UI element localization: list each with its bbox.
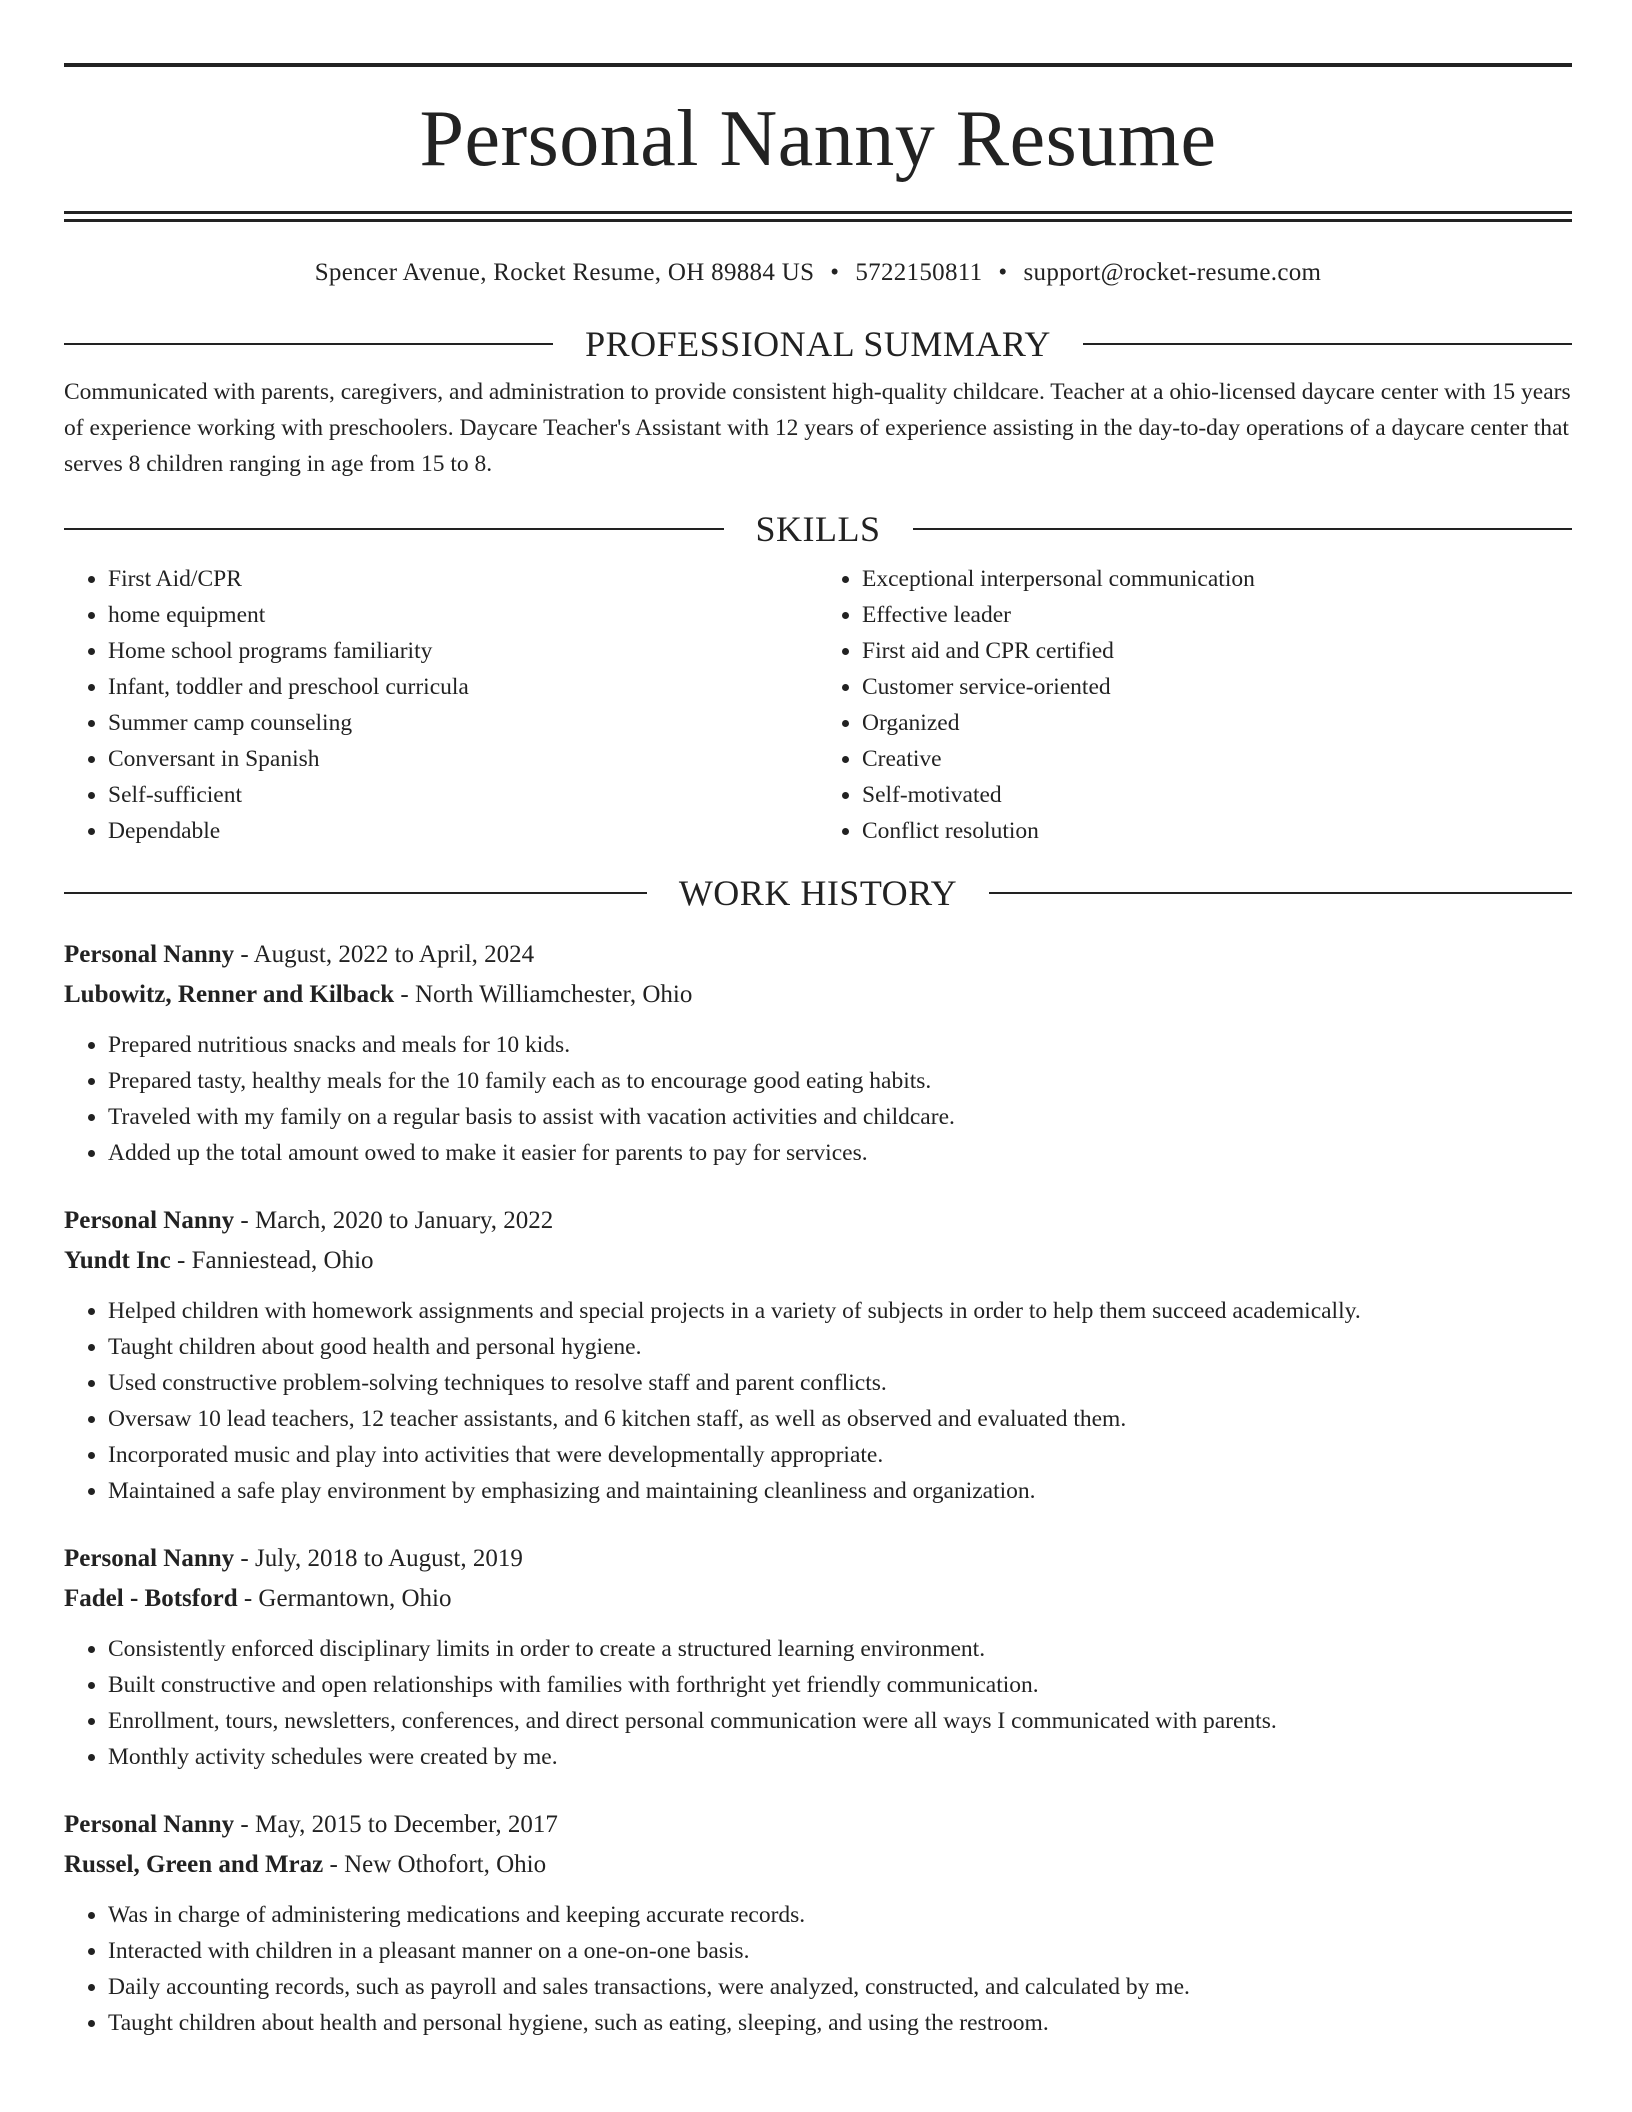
skill-item: • Conflict resolution [862, 813, 1572, 849]
job-company-line [64, 1579, 1572, 1619]
skills-column-left [64, 561, 818, 849]
heading-rule [913, 528, 1573, 530]
skill-item: • Dependable [108, 813, 818, 849]
skill-item: • Creative [862, 741, 1572, 777]
job-bullet: • Daily accounting records, such as payroll and sales transactions, were analyzed, constructed, and calculated by me. [108, 1969, 1572, 2005]
job-bullet: • Built constructive and open relationships with families with forthright yet friendly communication. [108, 1667, 1572, 1703]
job-bullet: • Enrollment, tours, newsletters, conferences, and direct personal communication were all ways I communicated with parents. [108, 1703, 1572, 1739]
summary-heading [64, 324, 1572, 364]
job-title-line [64, 935, 1572, 975]
job-company-line [64, 975, 1572, 1015]
skill-item: • Customer service-oriented [862, 669, 1572, 705]
heading-rule [64, 892, 647, 894]
skill-item: • Self-sufficient [108, 777, 818, 813]
resume-title: Personal Nanny Resume [419, 95, 1217, 183]
job-title-line [64, 1539, 1572, 1579]
job-bullet: • Helped children with homework assignments and special projects in a variety of subjects in order to help them succeed academically. [108, 1293, 1572, 1329]
job-entry [64, 935, 1572, 1171]
job-bullet: • Was in charge of administering medications and keeping accurate records. [108, 1897, 1572, 1933]
skills-list [64, 561, 1572, 849]
job-title-line [64, 1805, 1572, 1845]
skill-item: • First aid and CPR certified [862, 633, 1572, 669]
contact-email: support@rocket-resume.com [1023, 259, 1322, 286]
job-bullet: • Added up the total amount owed to make it easier for parents to pay for services. [108, 1135, 1572, 1171]
heading-rule [989, 892, 1572, 894]
skill-item: • Organized [862, 705, 1572, 741]
job-title: Personal Nanny [64, 1545, 235, 1572]
contact-phone: 5722150811 [855, 259, 983, 286]
work-history-heading-label: WORK HISTORY [678, 873, 958, 913]
skill-item: • Exceptional interpersonal communication [862, 561, 1572, 597]
job-location: - Germantown, Ohio [237, 1585, 452, 1612]
contact-separator: • [998, 259, 1008, 286]
skill-item: • First Aid/CPR [108, 561, 818, 597]
contact-separator: • [830, 259, 840, 286]
job-dates: - May, 2015 to December, 2017 [234, 1811, 558, 1838]
job-company: Lubowitz, Renner and Kilback [64, 981, 395, 1008]
job-company-line [64, 1845, 1572, 1885]
job-company: Yundt Inc [64, 1247, 171, 1274]
double-rule [64, 211, 1572, 222]
job-location: - New Othofort, Ohio [323, 1851, 547, 1878]
skill-item: • Home school programs familiarity [108, 633, 818, 669]
heading-rule [64, 343, 553, 345]
skill-item: • Infant, toddler and preschool curricula [108, 669, 818, 705]
heading-rule [64, 528, 724, 530]
job-title: Personal Nanny [64, 1207, 235, 1234]
skills-heading-label: SKILLS [755, 509, 881, 549]
job-title: Personal Nanny [64, 1811, 235, 1838]
skill-item: • Conversant in Spanish [108, 741, 818, 777]
work-history-heading [64, 873, 1572, 913]
job-company-line [64, 1241, 1572, 1281]
job-bullet: • Taught children about good health and personal hygiene. [108, 1329, 1572, 1365]
top-rule [64, 63, 1572, 67]
skills-column-right [818, 561, 1572, 849]
skill-item: • Self-motivated [862, 777, 1572, 813]
heading-rule [1083, 343, 1572, 345]
skill-item: • Effective leader [862, 597, 1572, 633]
job-bullet: • Interacted with children in a pleasant manner on a one-on-one basis. [108, 1933, 1572, 1969]
job-bullet: • Maintained a safe play environment by emphasizing and maintaining cleanliness and organization. [108, 1473, 1572, 1509]
job-entry [64, 1201, 1572, 1509]
job-title-line [64, 1201, 1572, 1241]
job-dates: - March, 2020 to January, 2022 [234, 1207, 554, 1234]
job-bullets [64, 1027, 1572, 1171]
job-bullet: • Traveled with my family on a regular basis to assist with vacation activities and childcare. [108, 1099, 1572, 1135]
job-dates: - August, 2022 to April, 2024 [234, 941, 535, 968]
job-entry [64, 1539, 1572, 1775]
job-bullet: • Prepared tasty, healthy meals for the 10 family each as to encourage good eating habits. [108, 1063, 1572, 1099]
job-bullet: • Monthly activity schedules were created by me. [108, 1739, 1572, 1775]
job-company: Russel, Green and Mraz [64, 1851, 324, 1878]
contact-address: Spencer Avenue, Rocket Resume, OH 89884 US [314, 259, 815, 286]
job-location: - North Williamchester, Ohio [394, 981, 693, 1008]
job-bullet: • Oversaw 10 lead teachers, 12 teacher assistants, and 6 kitchen staff, as well as observed and evaluated them. [108, 1401, 1572, 1437]
job-bullets [64, 1631, 1572, 1775]
summary-text: Communicated with parents, caregivers, and administration to provide consistent high-quality childcare. Teacher at a ohio-licensed daycare center with 15 years of experience working with preschoolers. Daycare Teacher's Assistant with 12 years of experience assisting in the day-to-day operations of a daycare center that serves 8 children ranging in age from 15 to 8. [64, 379, 1571, 477]
skills-heading [64, 509, 1572, 549]
skill-item: • Summer camp counseling [108, 705, 818, 741]
job-bullet: • Incorporated music and play into activities that were developmentally appropriate. [108, 1437, 1572, 1473]
job-bullet: • Used constructive problem-solving techniques to resolve staff and parent conflicts. [108, 1365, 1572, 1401]
job-entry [64, 1805, 1572, 2041]
job-bullet: • Consistently enforced disciplinary limits in order to create a structured learning environment. [108, 1631, 1572, 1667]
contact-line [64, 258, 1572, 288]
skill-item: • home equipment [108, 597, 818, 633]
job-bullet: • Taught children about health and personal hygiene, such as eating, sleeping, and using the restroom. [108, 2005, 1572, 2041]
job-location: - Fanniestead, Ohio [170, 1247, 374, 1274]
job-company: Fadel - Botsford [64, 1585, 238, 1612]
job-dates: - July, 2018 to August, 2019 [234, 1545, 523, 1572]
job-bullets [64, 1897, 1572, 2041]
resume-page [64, 0, 1572, 2041]
summary-heading-label: PROFESSIONAL SUMMARY [585, 324, 1051, 364]
job-bullet: • Prepared nutritious snacks and meals for 10 kids. [108, 1027, 1572, 1063]
job-title: Personal Nanny [64, 941, 235, 968]
job-bullets [64, 1293, 1572, 1509]
